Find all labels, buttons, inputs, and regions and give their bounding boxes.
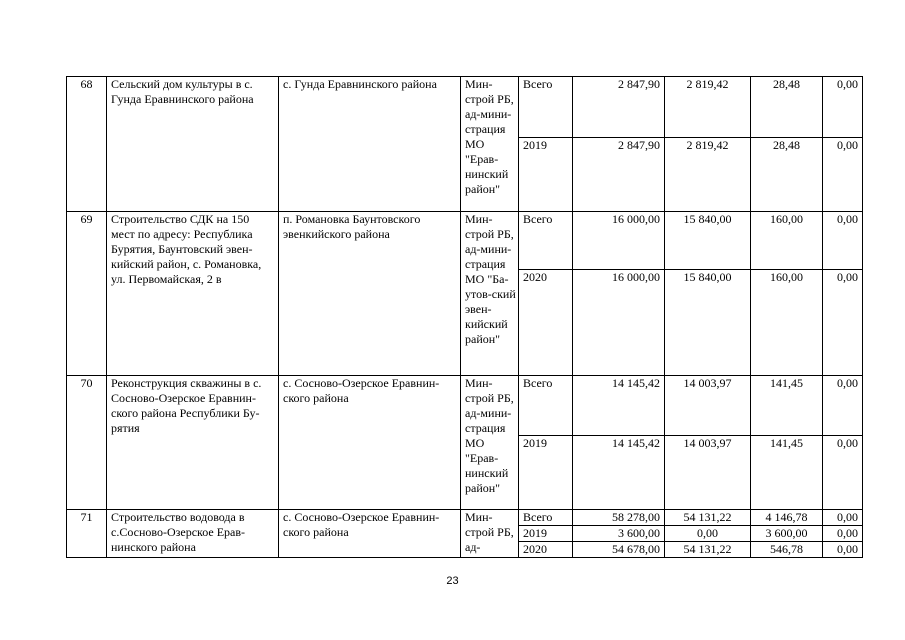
executor: Мин-строй РБ, ад- [461, 510, 519, 558]
object-name: Строительство СДК на 150 мест по адресу: Республика Бурятия, Баунтовский эвен-кийский район, с. Романовка, ул. Первомайская, 2 в [107, 212, 279, 376]
executor: Мин-строй РБ, ад-мини-страция МО "Ерав-нинский район" [461, 376, 519, 510]
federal-budget-amount: 2 819,42 [665, 77, 751, 138]
regional-budget-amount: 3 600,00 [751, 526, 823, 542]
local-budget-amount: 0,00 [823, 542, 863, 558]
period: 2020 [519, 542, 573, 558]
program-table [66, 76, 863, 558]
regional-budget-amount: 546,78 [751, 542, 823, 558]
federal-budget-amount: 54 131,22 [665, 510, 751, 526]
object-name: Реконструкция скважины в с. Сосново-Озерское Еравнин-ского района Республики Бу-рятия [107, 376, 279, 510]
federal-budget-amount: 2 819,42 [665, 138, 751, 212]
period: 2019 [519, 526, 573, 542]
local-budget-amount: 0,00 [823, 270, 863, 376]
federal-budget-amount: 15 840,00 [665, 212, 751, 270]
regional-budget-amount: 141,45 [751, 376, 823, 436]
object-name: Строительство водовода в с.Сосново-Озерское Ерав-нинского района [107, 510, 279, 558]
row-number: 68 [67, 77, 107, 212]
table-row [67, 376, 863, 436]
table-row [67, 212, 863, 270]
total-amount: 3 600,00 [573, 526, 665, 542]
total-amount: 16 000,00 [573, 212, 665, 270]
page-number: 23 [446, 575, 459, 587]
local-budget-amount: 0,00 [823, 526, 863, 542]
total-amount: 14 145,42 [573, 376, 665, 436]
period: 2019 [519, 436, 573, 510]
federal-budget-amount: 0,00 [665, 526, 751, 542]
executor: Мин-строй РБ, ад-мини-страция МО "Ба-утов-ский эвен-кийский район" [461, 212, 519, 376]
total-amount: 14 145,42 [573, 436, 665, 510]
local-budget-amount: 0,00 [823, 212, 863, 270]
federal-budget-amount: 54 131,22 [665, 542, 751, 558]
period: Всего [519, 77, 573, 138]
federal-budget-amount: 15 840,00 [665, 270, 751, 376]
object-location: с. Гунда Еравнинского района [279, 77, 461, 212]
local-budget-amount: 0,00 [823, 77, 863, 138]
regional-budget-amount: 28,48 [751, 77, 823, 138]
regional-budget-amount: 160,00 [751, 270, 823, 376]
period: Всего [519, 212, 573, 270]
object-location: с. Сосново-Озерское Еравнин-ского района [279, 510, 461, 558]
table-row [67, 77, 863, 138]
local-budget-amount: 0,00 [823, 376, 863, 436]
object-location: с. Сосново-Озерское Еравнин-ского района [279, 376, 461, 510]
local-budget-amount: 0,00 [823, 510, 863, 526]
local-budget-amount: 0,00 [823, 436, 863, 510]
period: 2019 [519, 138, 573, 212]
period: 2020 [519, 270, 573, 376]
regional-budget-amount: 141,45 [751, 436, 823, 510]
regional-budget-amount: 28,48 [751, 138, 823, 212]
total-amount: 16 000,00 [573, 270, 665, 376]
total-amount: 58 278,00 [573, 510, 665, 526]
row-number: 71 [67, 510, 107, 558]
executor: Мин-строй РБ, ад-мини-страция МО "Ерав-нинский район" [461, 77, 519, 212]
local-budget-amount: 0,00 [823, 138, 863, 212]
period: Всего [519, 376, 573, 436]
total-amount: 2 847,90 [573, 77, 665, 138]
object-name: Сельский дом культуры в с. Гунда Еравнинского района [107, 77, 279, 212]
regional-budget-amount: 4 146,78 [751, 510, 823, 526]
table-row [67, 510, 863, 526]
federal-budget-amount: 14 003,97 [665, 376, 751, 436]
total-amount: 54 678,00 [573, 542, 665, 558]
regional-budget-amount: 160,00 [751, 212, 823, 270]
total-amount: 2 847,90 [573, 138, 665, 212]
period: Всего [519, 510, 573, 526]
federal-budget-amount: 14 003,97 [665, 436, 751, 510]
row-number: 70 [67, 376, 107, 510]
row-number: 69 [67, 212, 107, 376]
object-location: п. Романовка Баунтовского эвенкийского района [279, 212, 461, 376]
